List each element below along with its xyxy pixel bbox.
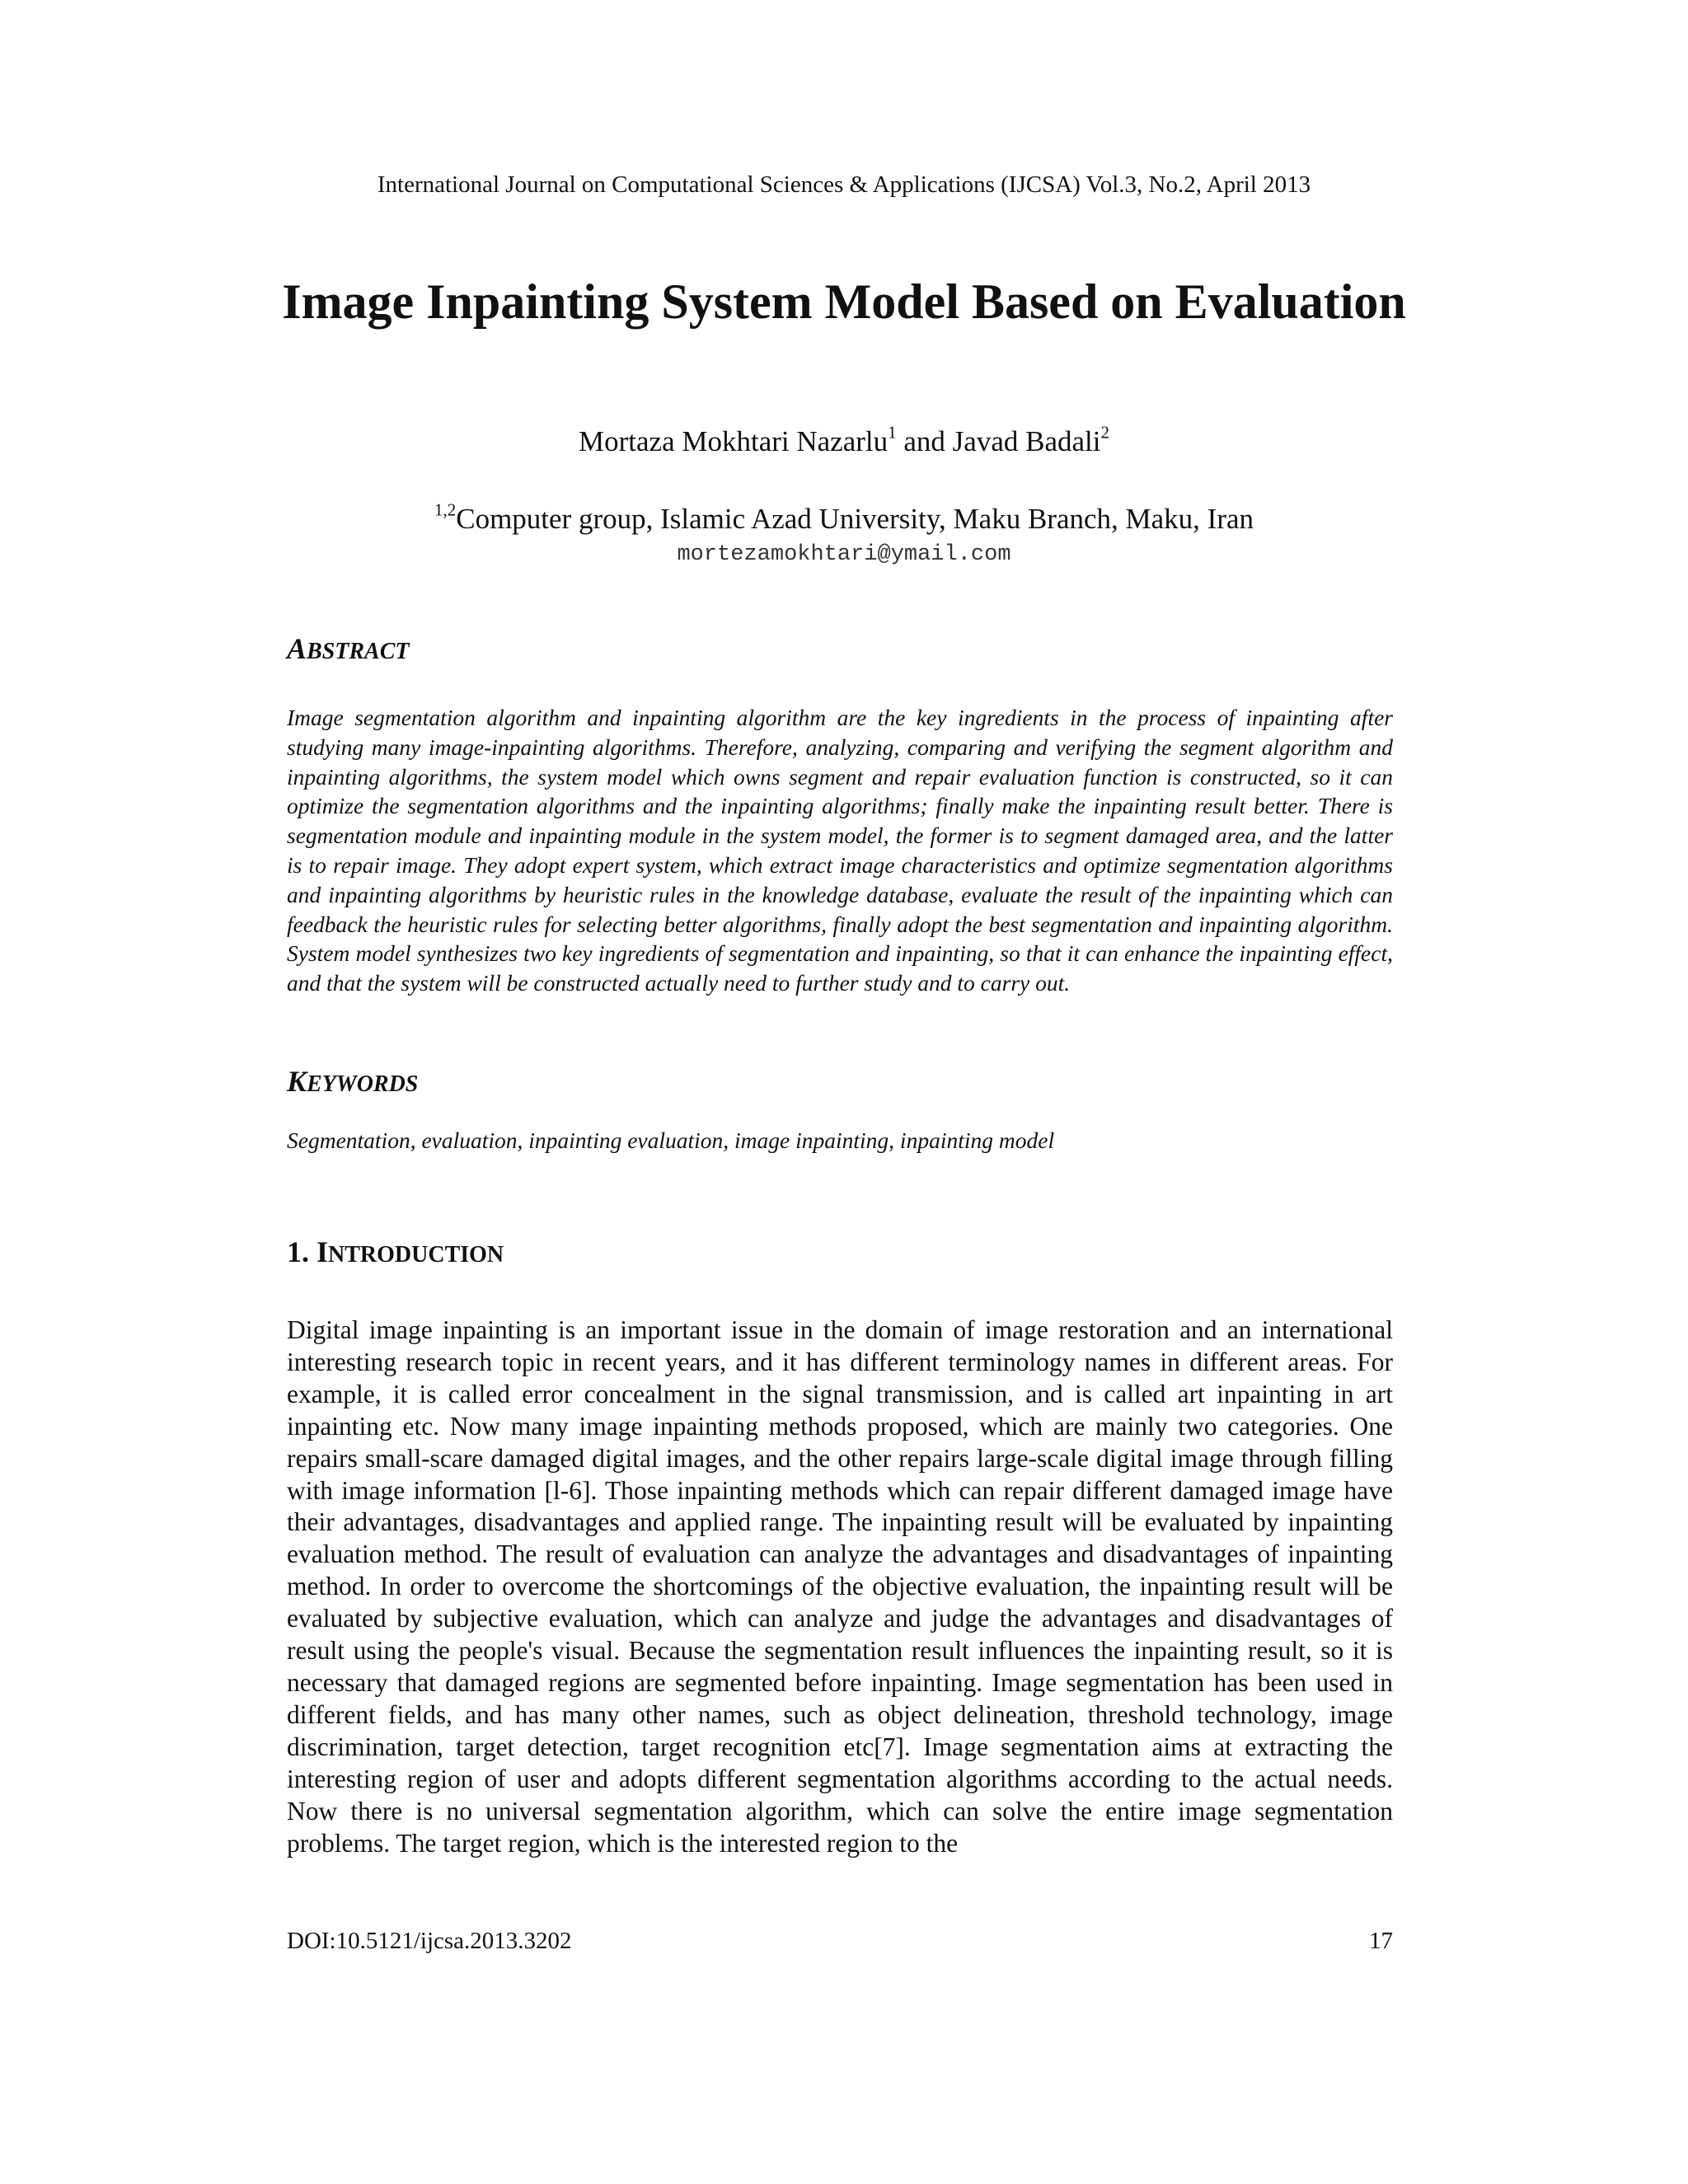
introduction-heading [287,1235,504,1272]
affiliation-superscript: 1,2 [434,499,457,520]
heading-initial: A [287,632,307,665]
heading-rest: EYWORDS [307,1071,419,1097]
heading-rest: NTRODUCTION [328,1242,504,1268]
heading-initial: K [287,1065,307,1098]
abstract-body: Image segmentation algorithm and inpainting algorithm are the key ingredients in the process of inpainting after studying many image-inpainting algorithms. Therefore, analyzing, comparing and verifying the segment algorithm and inpainting algorithms, the system model which owns segment and repair evaluation function is constructed, so it can optimize the segmentation algorithms and the inpainting algorithms; finally make the inpainting result better. There is segmentation module and inpainting module in the system model, the former is to segment damaged area, and the latter is to repair image. They adopt expert system, which extract image characteristics and optimize segmentation algorithms and inpainting algorithms by heuristic rules in the knowledge database, evaluate the result of the inpainting which can feedback the heuristic rules for selecting better algorithms, finally adopt the best segmentation and inpainting algorithm. System model synthesizes two key ingredients of segmentation and inpainting, so that it can enhance the inpainting effect, and that the system will be constructed actually need to further study and to carry out. [287,705,1393,996]
heading-rest: BSTRACT [307,639,410,664]
keywords-heading [287,1064,418,1102]
keywords-body: Segmentation, evaluation, inpainting evaluation, image inpainting, inpainting model [287,1127,1055,1153]
heading-initial: I [316,1235,329,1268]
author-email: mortezamokhtari@ymail.com [677,542,1011,567]
author-superscript: 2 [1100,422,1109,443]
author-connector: and [896,425,953,457]
author-name: Javad Badali [952,425,1101,457]
running-header: International Journal on Computational Sciences & Applications (IJCSA) Vol.3, No.2, April 2013 [377,171,1311,198]
author-superscript: 1 [888,422,897,443]
heading-number: 1. [287,1235,316,1268]
author-line [0,424,1688,460]
paper-title: Image Inpainting System Model Based on Evaluation [282,274,1406,329]
affiliation [0,501,1688,537]
author-name: Mortaza Mokhtari Nazarlu [579,425,889,457]
footer-page-number: 17 [1369,1928,1393,1954]
footer-doi: DOI:10.5121/ijcsa.2013.3202 [287,1928,572,1954]
affiliation-text: Computer group, Islamic Azad University, Maku Branch, Maku, Iran [456,503,1254,535]
abstract-heading [287,631,410,669]
introduction-body: Digital image inpainting is an important issue in the domain of image restoration and an international interesting research topic in recent years, and it has different terminology names in different areas. For example, it is called error concealment in the signal transmission, and is called art inpainting in art inpainting etc. Now many image inpainting methods proposed, which are mainly two categories. One repairs small-scare damaged digital images, and the other repairs large-scale digital image through filling with image information [l-6]. Those inpainting methods which can repair different damaged image have their advantages, disadvantages and applied range. The inpainting result will be evaluated by inpainting evaluation method. The result of evaluation can analyze the advantages and disadvantages of inpainting method. In order to overcome the shortcomings of the objective evaluation, the inpainting result will be evaluated by subjective evaluation, which can analyze and judge the advantages and disadvantages of result using the people's visual. Because the segmentation result influences the inpainting result, so it is necessary that damaged regions are segmented before inpainting. Image segmentation has been used in different fields, and has many other names, such as object delineation, threshold technology, image discrimination, target detection, target recognition etc[7]. Image segmentation aims at extracting the interesting region of user and adopts different segmentation algorithms according to the actual needs. Now there is no universal segmentation algorithm, which can solve the entire image segmentation problems. The target region, which is the interested region to the [287,1315,1393,1858]
